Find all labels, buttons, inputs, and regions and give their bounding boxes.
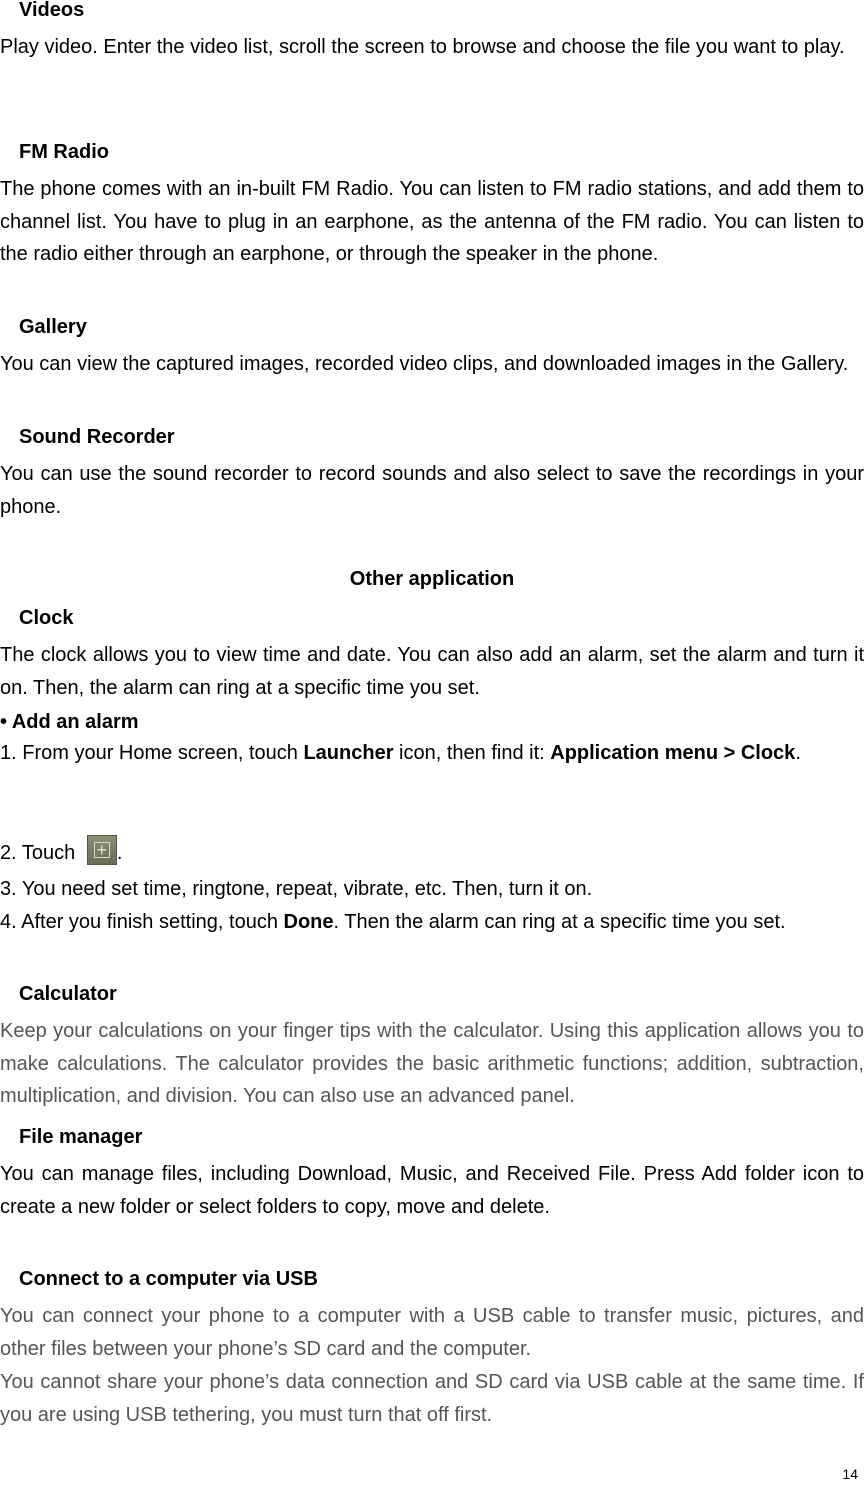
step4-text-c: . Then the alarm can ring at a specific time you set. — [333, 911, 786, 933]
clock-label: Clock — [740, 742, 796, 764]
usb-heading: Connect to a computer via USB — [19, 1268, 318, 1290]
sound-recorder-heading: Sound Recorder — [19, 426, 175, 448]
clock-step-2 — [0, 835, 122, 865]
usb-body-1: You can connect your phone to a computer with a USB cable to transfer music, pictures, and other files between your phone’s SD card and the computer. — [0, 1305, 864, 1360]
file-manager-heading: File manager — [19, 1126, 143, 1148]
file-manager-body: You can manage files, including Download, Music, and Received File. Press Add folder icon to create a new folder or select folders to copy, move and delete. — [0, 1163, 864, 1218]
clock-step-1 — [0, 737, 864, 770]
clock-step-3: 3. You need set time, ringtone, repeat, vibrate, etc. Then, turn it on. — [0, 878, 593, 900]
videos-body: Play video. Enter the video list, scroll the screen to browse and choose the file you want to play. — [0, 36, 845, 58]
clock-heading: Clock — [19, 607, 74, 629]
add-alarm-icon — [87, 835, 117, 865]
step2-text-a: 2. Touch — [0, 842, 81, 864]
fm-radio-heading: FM Radio — [19, 141, 109, 163]
usb-body-2: You cannot share your phone’s data connection and SD card via USB cable at the same time. If you are using USB tethering, you must turn that off first. — [0, 1371, 864, 1426]
gallery-heading: Gallery — [19, 316, 87, 338]
gallery-body: You can view the captured images, recorded video clips, and downloaded images in the Gallery. — [0, 353, 849, 375]
step4-text-a: 4. After you finish setting, touch — [0, 911, 284, 933]
clock-step-4 — [0, 910, 786, 934]
calculator-heading: Calculator — [19, 983, 117, 1005]
application-menu-label: Application menu > — [550, 742, 736, 764]
other-application-heading: Other application — [349, 568, 515, 590]
clock-body: The clock allows you to view time and date. You can also add an alarm, set the alarm and turn it on. Then, the alarm can ring at a specific time you set. — [0, 644, 864, 699]
calculator-body: Keep your calculations on your finger tips with the calculator. Using this application allows you to make calculations. The calculator provides the basic arithmetic functions; addition, subtraction, multiplication, and division. You can also use an advanced panel. — [0, 1020, 864, 1107]
sound-recorder-body: You can use the sound recorder to record sounds and also select to save the recordings in your phone. — [0, 463, 864, 518]
step1-text-a: 1. From your Home screen, touch — [0, 742, 304, 764]
page-number: 14 — [842, 1466, 858, 1482]
step2-text-b: . — [116, 842, 123, 864]
launcher-label: Launcher — [303, 742, 394, 764]
step1-text-c: icon, then find it: — [393, 742, 551, 764]
videos-heading: Videos — [19, 0, 85, 21]
step1-text-f: . — [795, 742, 801, 764]
fm-radio-body: The phone comes with an in-built FM Radio. You can listen to FM radio stations, and add them to channel list. You have to plug in an earphone, as the antenna of the FM radio. You can listen to the radio either through an earphone, or through the speaker in the phone. — [0, 178, 864, 265]
add-alarm-subheading: • Add an alarm — [0, 711, 139, 733]
done-label: Done — [283, 911, 334, 933]
